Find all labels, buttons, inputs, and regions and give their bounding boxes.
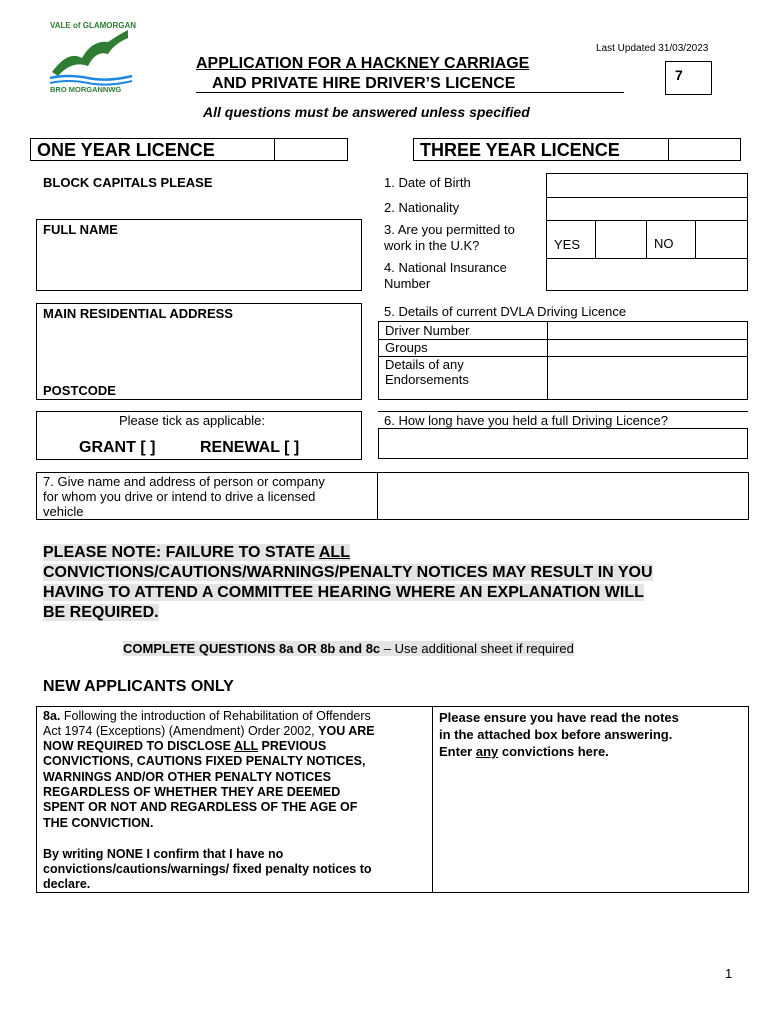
dvla-licence-table — [378, 321, 748, 400]
q8a-right-line2: in the attached box before answering. — [439, 727, 673, 742]
q8a-line5: WARNINGS AND/OR OTHER PENALTY NOTICES — [43, 770, 331, 784]
renewal-checkbox[interactable]: RENEWAL [ ] — [200, 439, 300, 456]
three-year-licence-option[interactable] — [413, 138, 741, 161]
q8a-line3 — [43, 739, 326, 754]
q8a-line1-text: Following the introduction of Rehabilitation of Offenders — [60, 709, 371, 723]
driver-number-label: Driver Number — [385, 323, 470, 338]
q7-line3: vehicle — [43, 504, 84, 519]
notice-line1 — [43, 543, 350, 563]
notice-line4-text: BE REQUIRED. — [43, 604, 159, 621]
notice-line3 — [43, 583, 644, 603]
q8a-line3-prefix: NOW REQUIRED TO DISCLOSE — [43, 739, 234, 753]
q6-answer-field[interactable] — [378, 428, 748, 459]
q8a-none-line2: convictions/cautions/warnings/ fixed penalty notices to — [43, 862, 372, 876]
no-checkbox[interactable] — [695, 220, 748, 259]
complete-questions-instruction — [123, 641, 574, 656]
question-8a-table — [36, 706, 749, 893]
grant-renewal-box — [36, 411, 362, 460]
one-year-licence-label: ONE YEAR LICENCE — [37, 140, 215, 160]
q8a-line2-bold: YOU ARE — [318, 724, 375, 738]
question-7-box — [36, 472, 749, 520]
form-subtitle: All questions must be answered unless specified — [203, 104, 530, 120]
one-year-licence-option[interactable] — [30, 138, 348, 161]
q8a-none-line3: declare. — [43, 877, 91, 891]
q8a-right-line3-prefix: Enter — [439, 744, 476, 759]
endorsements-line2: Endorsements — [385, 372, 469, 387]
q8a-line2 — [43, 724, 375, 739]
grant-checkbox[interactable]: GRANT [ ] — [79, 439, 156, 456]
q8a-all-underlined: ALL — [234, 739, 259, 753]
page-number: 1 — [725, 966, 733, 981]
q7-answer-field[interactable] — [378, 473, 748, 519]
notice-all-underlined: ALL — [318, 544, 350, 561]
q7-line2: for whom you drive or intend to drive a licensed — [43, 489, 316, 504]
q2-label: 2. Nationality — [384, 200, 460, 215]
date-of-birth-field[interactable] — [546, 173, 748, 198]
notice-line2-text: CONVICTIONS/CAUTIONS/WARNINGS/PENALTY NOTICES MAY RESULT IN YOU — [43, 564, 653, 581]
new-applicants-heading: NEW APPLICANTS ONLY — [43, 678, 234, 695]
q5-label: 5. Details of current DVLA Driving Licence — [384, 304, 627, 319]
no-label-cell — [646, 220, 696, 259]
form-title-line2: AND PRIVATE HIRE DRIVER’S LICENCE — [212, 75, 516, 92]
q8a-none-line1: By writing NONE I confirm that I have no — [43, 847, 284, 861]
full-name-label: FULL NAME — [43, 222, 118, 237]
logo-top-text: VALE of GLAMORGAN — [50, 21, 136, 30]
nationality-field[interactable] — [546, 197, 748, 221]
national-insurance-field[interactable] — [546, 258, 748, 291]
q4-line2: Number — [384, 276, 431, 291]
q1-label: 1. Date of Birth — [384, 175, 471, 190]
convictions-answer-field[interactable] — [433, 707, 748, 892]
q8a-line8: THE CONVICTION. — [43, 816, 154, 830]
q8a-right-line1: Please ensure you have read the notes — [439, 710, 679, 725]
last-updated: Last Updated 31/03/2023 — [596, 43, 709, 54]
council-logo-graphic — [48, 20, 136, 94]
notice-line1-prefix: PLEASE NOTE: FAILURE TO STATE — [43, 544, 319, 561]
endorsements-line1: Details of any — [385, 357, 464, 372]
q8a-line7: SPENT OR NOT AND REGARDLESS OF THE AGE OF — [43, 800, 358, 814]
full-name-field[interactable] — [36, 219, 362, 291]
q8a-right-line3 — [439, 743, 609, 760]
q8a-line3-suffix: PREVIOUS — [258, 739, 327, 753]
q8a-right-line3-suffix: convictions here. — [498, 744, 609, 759]
q8a-line1 — [43, 709, 371, 724]
endorsements-field[interactable] — [548, 357, 747, 399]
three-year-licence-label: THREE YEAR LICENCE — [420, 140, 620, 160]
yes-checkbox[interactable] — [595, 220, 647, 259]
block-capitals-label: BLOCK CAPITALS PLEASE — [43, 175, 213, 190]
notice-line2 — [43, 563, 653, 583]
notice-line4 — [43, 603, 159, 623]
notice-line3-text: HAVING TO ATTEND A COMMITTEE HEARING WHERE AN EXPLANATION WILL — [43, 584, 644, 601]
address-field[interactable] — [36, 303, 362, 400]
q4-line1: 4. National Insurance — [384, 260, 507, 275]
form-title-line1: APPLICATION FOR A HACKNEY CARRIAGE — [196, 55, 530, 72]
council-logo — [48, 20, 136, 94]
postcode-label: POSTCODE — [43, 383, 116, 398]
q8a-line6: REGARDLESS OF WHETHER THEY ARE DEEMED — [43, 785, 341, 799]
yes-label-cell — [546, 220, 596, 259]
logo-bottom-text: BRO MORGANNWG — [50, 85, 122, 94]
q8a-label: 8a. — [43, 709, 61, 723]
q8a-line4: CONVICTIONS, CAUTIONS FIXED PENALTY NOTICES, — [43, 754, 366, 768]
address-label: MAIN RESIDENTIAL ADDRESS — [43, 306, 233, 321]
groups-label: Groups — [385, 340, 428, 355]
complete-questions-rest: – Use additional sheet if required — [380, 641, 574, 656]
q3-line2: work in the U.K? — [384, 238, 480, 253]
yes-label: YES — [554, 237, 581, 252]
complete-questions-bold: COMPLETE QUESTIONS 8a OR 8b and 8c — [123, 641, 381, 656]
q8a-line2-normal: Act 1974 (Exceptions) (Amendment) Order 2002, — [43, 724, 319, 738]
no-label: NO — [654, 236, 674, 251]
q6-label: 6. How long have you held a full Driving Licence? — [384, 413, 669, 428]
tick-label: Please tick as applicable: — [119, 413, 265, 428]
q3-line1: 3. Are you permitted to — [384, 222, 515, 237]
driver-number-field[interactable] — [548, 322, 747, 339]
q8a-any-underlined: any — [475, 744, 499, 759]
title-underline — [196, 92, 624, 93]
form-number-box — [665, 61, 712, 95]
q7-line1: 7. Give name and address of person or company — [43, 474, 325, 489]
groups-field[interactable] — [548, 340, 747, 356]
form-number: 7 — [675, 67, 683, 83]
